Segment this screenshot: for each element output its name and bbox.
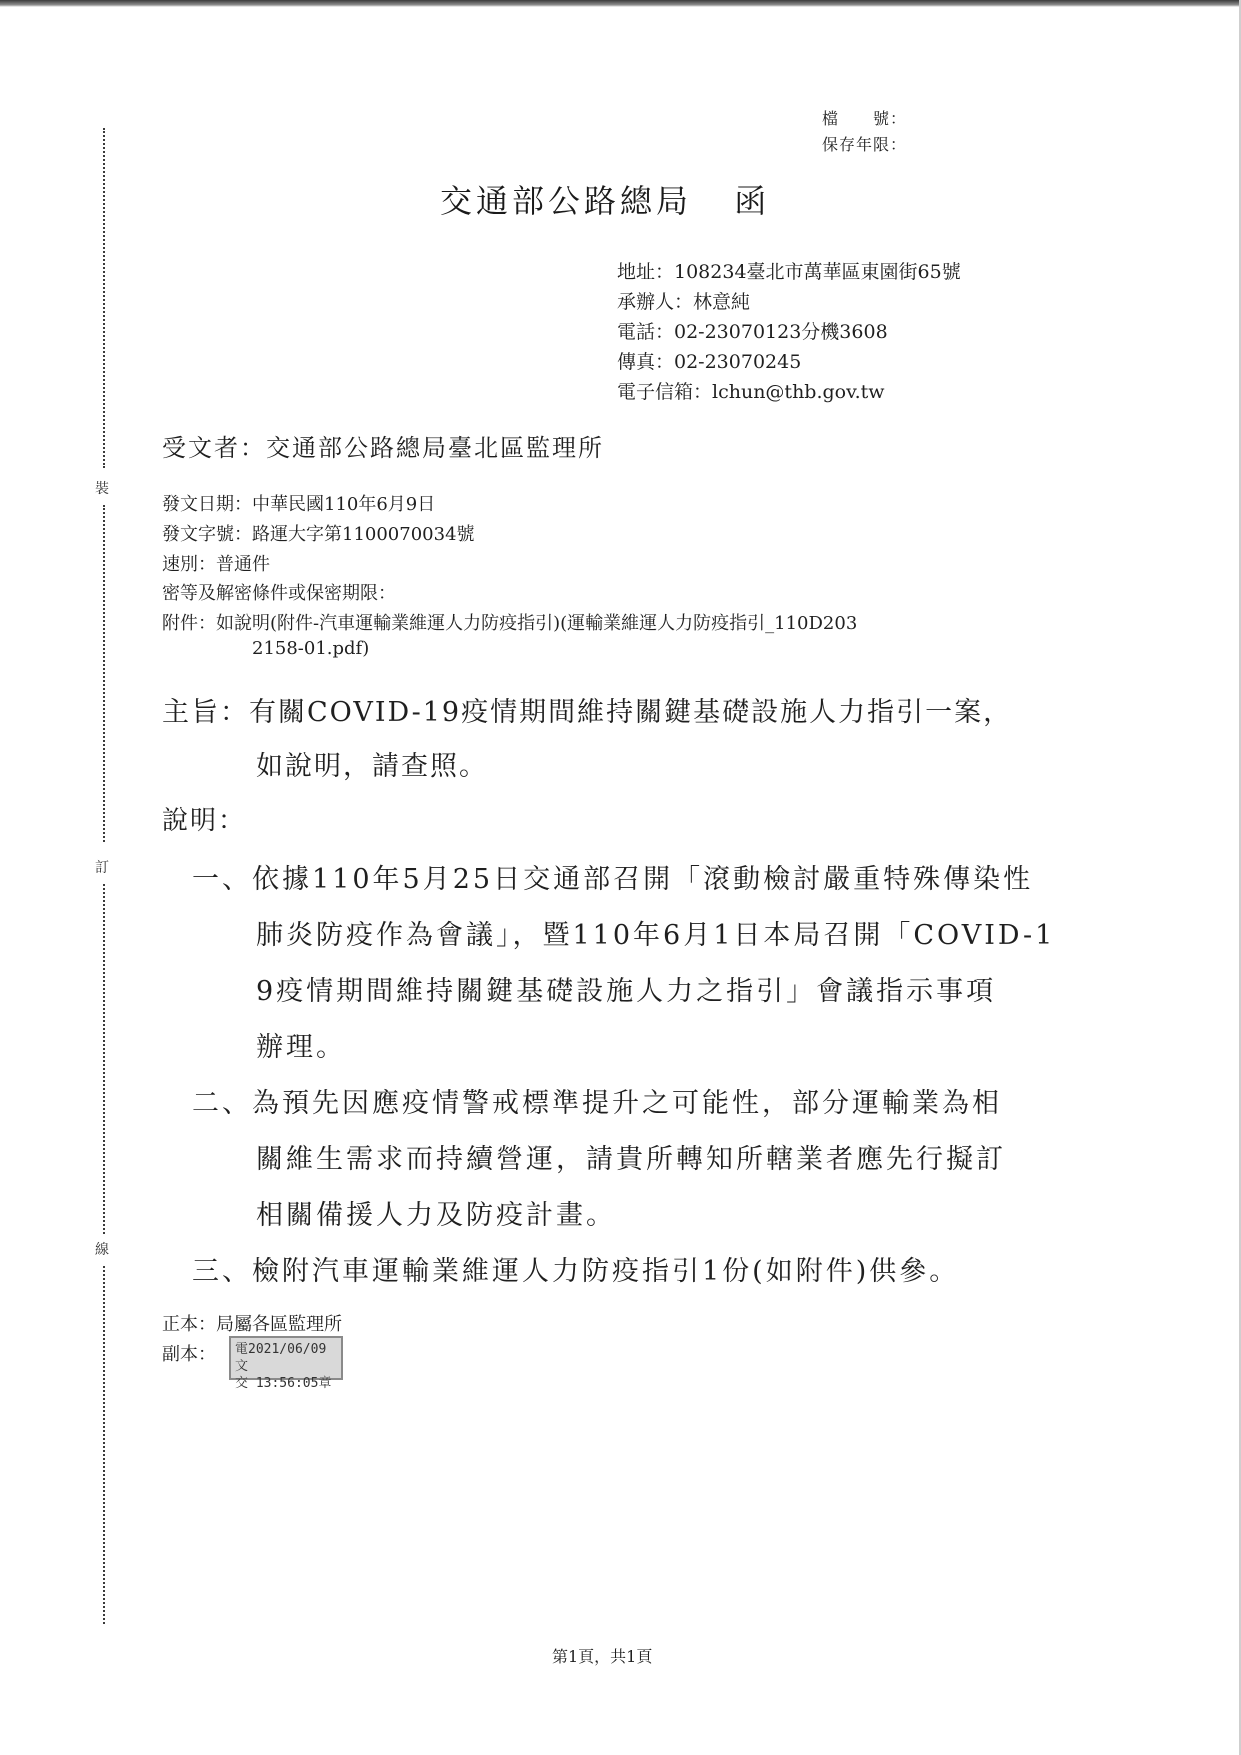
recipient: 受文者：交通部公路總局臺北區監理所	[162, 434, 604, 462]
scan-shadow-top	[0, 0, 1241, 7]
subject-line-2: 如說明，請查照。	[256, 751, 488, 782]
binding-char-top: 裝	[95, 481, 109, 497]
document-title	[440, 176, 770, 222]
attachment-line-2: 2158-01.pdf)	[252, 638, 370, 659]
sender-address: 地址：108234臺北市萬華區東園街65號	[617, 261, 961, 283]
stamp-date: 電2021/06/09文	[235, 1342, 327, 1374]
delivery-speed: 速別：普通件	[162, 554, 270, 575]
explanation-item-2-line-2: 關維生需求而持續營運，請貴所轉知所轄業者應先行擬訂	[256, 1144, 1006, 1175]
explanation-label: 說明：	[162, 806, 247, 836]
explanation-item-3-line-1: 三、檢附汽車運輸業維運人力防疫指引1份(如附件)供參。	[192, 1256, 960, 1287]
binding-dotted-line	[103, 128, 105, 468]
retention-period-label: 保存年限：	[822, 135, 908, 154]
document-type: 函	[734, 182, 771, 220]
file-number-label: 檔 號：	[822, 109, 908, 128]
attachment-line-1: 附件：如說明(附件-汽車運輸業維運人力防疫指引)(運輸業維運人力防疫指引_110D203	[162, 613, 858, 634]
sender-email: 電子信箱：lchun@thb.gov.tw	[617, 381, 885, 403]
sender-phone: 電話：02-23070123分機3608	[617, 321, 888, 343]
binding-dotted-line	[103, 884, 105, 1234]
original-recipients: 正本：局屬各區監理所	[162, 1314, 342, 1335]
binding-dotted-line	[103, 505, 105, 842]
explanation-item-2-line-3: 相關備援人力及防疫計畫。	[256, 1200, 616, 1231]
explanation-item-1-line-4: 辦理。	[256, 1032, 346, 1063]
explanation-item-1-line-3: 9疫情期間維持關鍵基礎設施人力之指引」會議指示事項	[256, 976, 997, 1007]
binding-dotted-line	[103, 1266, 105, 1624]
explanation-item-2-line-1: 二、為預先因應疫情警戒標準提升之可能性，部分運輸業為相	[192, 1088, 1002, 1119]
sender-handler: 承辦人：林意純	[617, 291, 751, 313]
sender-fax: 傳真：02-23070245	[617, 351, 802, 373]
electronic-exchange-stamp	[229, 1336, 343, 1391]
issue-number: 發文字號：路運大字第1100070034號	[162, 524, 475, 545]
copy-recipients-label: 副本：	[162, 1344, 216, 1365]
subject-line-1: 主旨：有關COVID-19疫情期間維持關鍵基礎設施人力指引一案，	[162, 697, 1013, 728]
agency-name: 交通部公路總局	[440, 182, 693, 220]
stamp-time: 交 13:56:05章	[235, 1376, 332, 1391]
secrecy-level: 密等及解密條件或保密期限：	[162, 583, 396, 604]
page-number: 第1頁，共1頁	[552, 1647, 653, 1666]
explanation-item-1-line-1: 一、依據110年5月25日交通部召開「滾動檢討嚴重特殊傳染性	[192, 864, 1034, 895]
binding-char-bottom: 線	[95, 1242, 109, 1258]
issue-date: 發文日期：中華民國110年6月9日	[162, 494, 436, 515]
binding-char-middle: 訂	[95, 860, 109, 876]
explanation-item-1-line-2: 肺炎防疫作為會議」，暨110年6月1日本局召開「COVID-1	[256, 920, 1056, 951]
